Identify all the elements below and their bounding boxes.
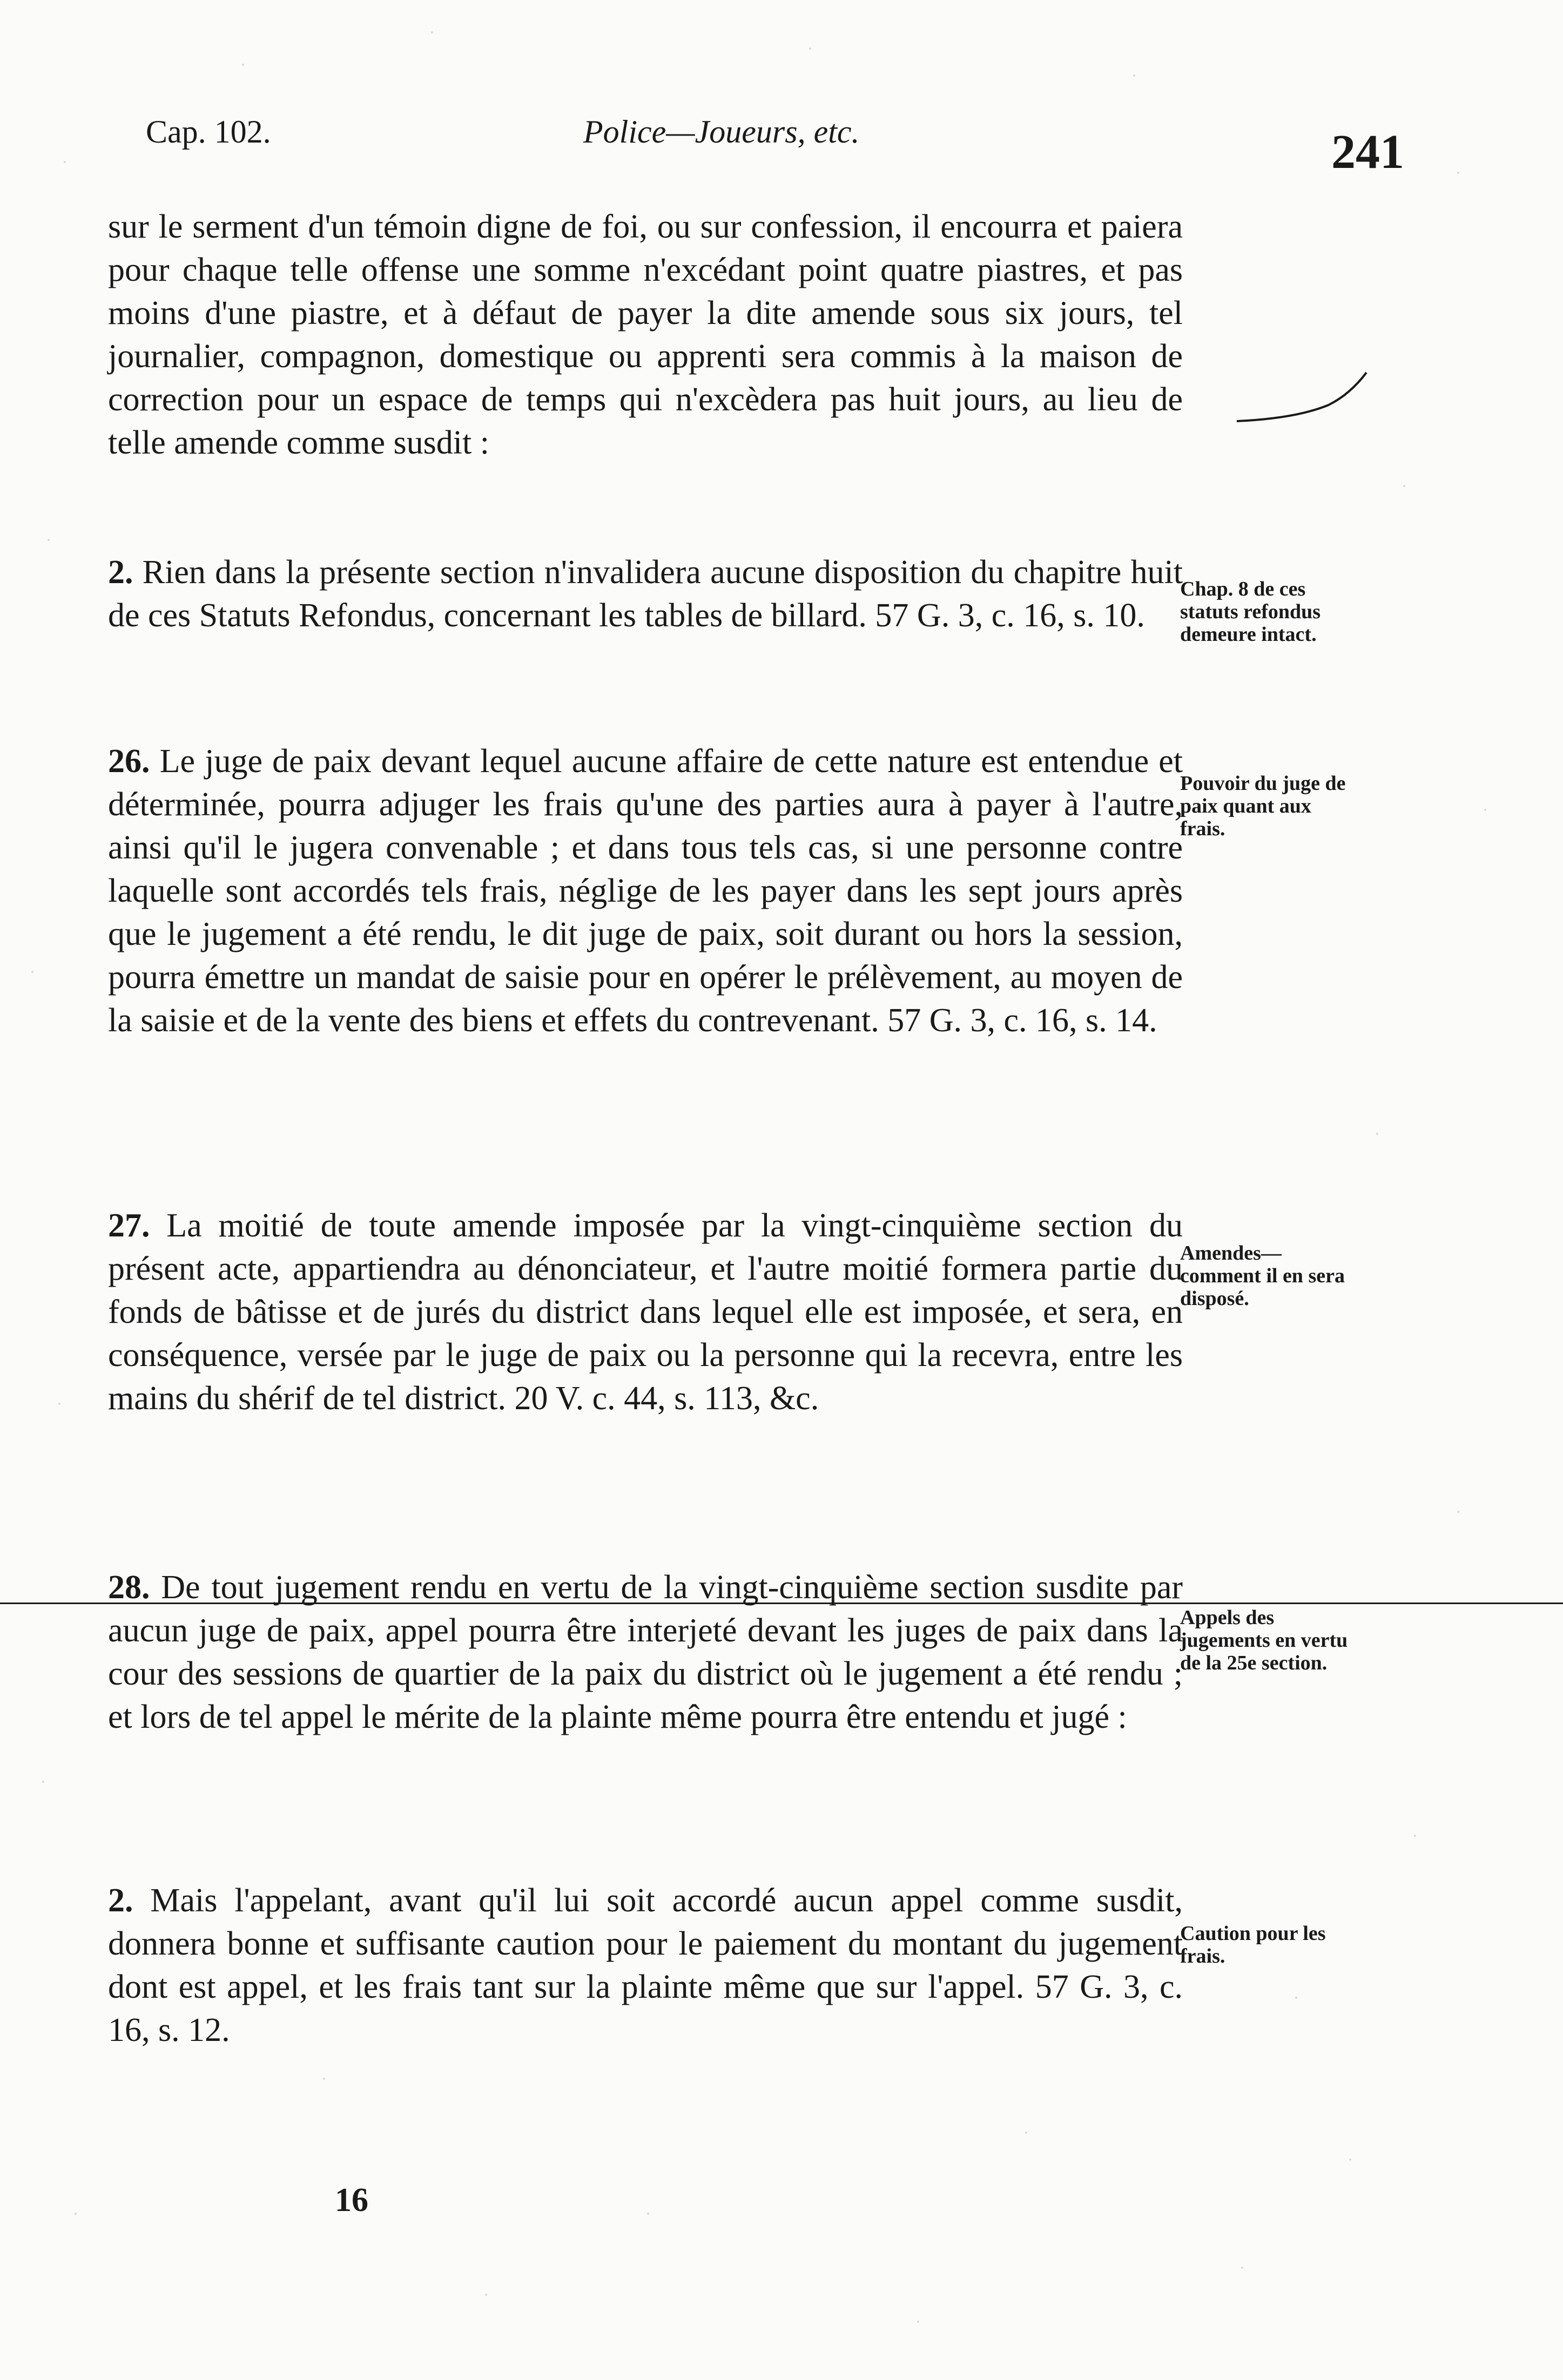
running-title: Police—Joueurs, etc.: [583, 114, 860, 150]
paragraph-number: 27.: [108, 1207, 150, 1244]
paragraph-continuation: [108, 205, 1183, 464]
page-header: [146, 108, 1404, 179]
paragraph-number: 2.: [108, 554, 133, 591]
paragraph-text: Le juge de paix devant lequel aucune affaire de cette nature est entendue et déterminée, pourra adjuger les frais qu'une des parties aura à payer à l'autre, ainsi qu'il le jugera convenable ; et dans tous tels cas, si une personne contre laquelle sont accordés tels frais, néglige de les payer dans les sept jours après que le jugement a été rendu, le dit juge de paix, soit durant ou hors la session, pourra émettre un mandat de saisie pour en opérer le prélèvement, au moyen de la saisie et de la vente des biens et effets du contrevenant. 57 G. 3, c. 16, s. 14.: [108, 743, 1183, 1039]
paragraph-28: [108, 1566, 1183, 1739]
paragraph-25-2: [108, 551, 1183, 637]
signature-mark: 16: [335, 2182, 368, 2219]
margin-note-amendes: Amendes—comment il en sera disposé.: [1180, 1242, 1345, 1310]
paragraph-28-2: [108, 1879, 1183, 2052]
paragraph-text: sur le serment d'un témoin digne de foi, ou sur confession, il encourra et paiera pour chaque telle offense une somme n'excédant point quatre piastres, et pas moins d'une piastre, et à défaut de payer la dite amende sous six jours, tel journalier, compagnon, domestique ou apprenti sera commis à la maison de correction pour un espace de temps qui n'excèdera pas huit jours, au lieu de telle amende comme susdit :: [108, 208, 1183, 461]
margin-note-pouvoir: Pouvoir du juge de paix quant aux frais.: [1180, 772, 1346, 840]
paragraph-text: Mais l'appelant, avant qu'il lui soit accordé aucun appel comme susdit, donnera bonne et suffisante caution pour le paiement du montant du jugement dont est appel, et les frais tant sur la plainte même que sur l'appel. 57 G. 3, c. 16, s. 12.: [108, 1882, 1183, 2048]
paragraph-27: [108, 1204, 1183, 1420]
chapter-label: Cap. 102.: [146, 114, 271, 150]
margin-note-caution: Caution pour les frais.: [1180, 1922, 1326, 1967]
paragraph-number: 2.: [108, 1882, 133, 1919]
paragraph-number: 28.: [108, 1569, 150, 1606]
margin-note-chap8: Chap. 8 de ces statuts refondus demeure intact.: [1180, 578, 1321, 646]
paragraph-number: 26.: [108, 743, 150, 780]
paragraph-text: Rien dans la présente section n'invalidera aucune disposition du chapitre huit de ces Statuts Refondus, concernant les tables de billard. 57 G. 3, c. 16, s. 10.: [108, 554, 1183, 634]
paragraph-26: [108, 740, 1183, 1042]
paragraph-text: La moitié de toute amende imposée par la vingt-cinquième section du présent acte, appartiendra au dénonciateur, et l'autre moitié formera partie du fonds de bâtisse et de jurés du district dans lequel elle est imposée, et sera, en conséquence, versée par le juge de paix ou la personne qui la recevra, entre les mains du shérif de tel district. 20 V. c. 44, s. 113, &c.: [108, 1207, 1183, 1417]
ink-stroke-mark: [1231, 367, 1372, 432]
page-number: 241: [1331, 125, 1404, 179]
margin-note-appels: Appels des jugements en vertu de la 25e section.: [1180, 1606, 1348, 1674]
paragraph-text: De tout jugement rendu en vertu de la vingt-cinquième section susdite par aucun juge de paix, appel pourra être interjeté devant les juges de paix dans la cour des sessions de quartier de la paix du district où le jugement a été rendu ; et lors de tel appel le mérite de la plainte même pourra être entendu et jugé :: [108, 1569, 1183, 1735]
